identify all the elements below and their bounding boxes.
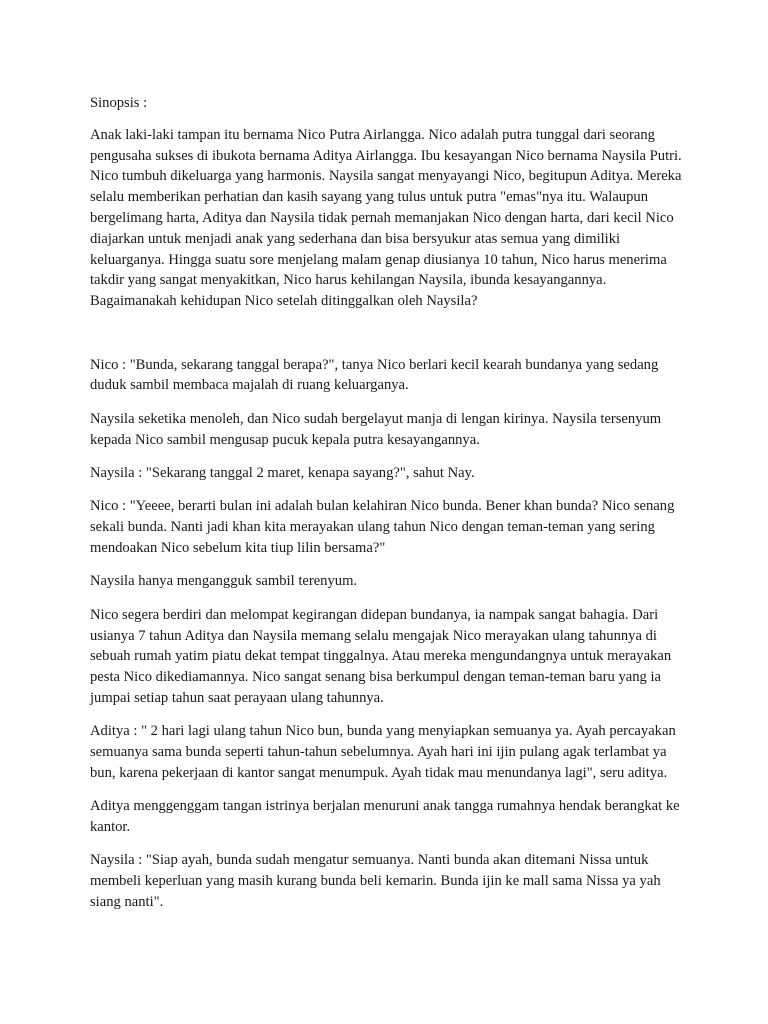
story-paragraph-2: Naysila seketika menoleh, dan Nico sudah bergelayut manja di lengan kirinya. Naysila tersenyum kepada Nico sambil mengusap pucuk kepala putra kesayangannya. bbox=[90, 410, 662, 448]
synopsis-heading: Sinopsis : bbox=[90, 95, 148, 111]
story-paragraph-9: Naysila : "Siap ayah, bunda sudah mengatur semuanya. Nanti bunda akan ditemani Nissa untuk membeli keperluan yang masih kurang bunda beli kemarin. Bunda ijin ke mall sama Nissa ya yah siang nanti". bbox=[90, 852, 661, 911]
story-paragraph-6: Nico segera berdiri dan melompat kegirangan didepan bundanya, ia nampak sangat bahagia. Dari usianya 7 tahun Aditya dan Naysila memang selalu mengajak Nico merayakan ulang tahunnya di sebuah rumah yatim piatu dekat tempat tinggalnya. Atau mereka mengundangnya untuk merayakan pesta Nico dikediamannya. Nico sangat senang bisa berkumpul dengan teman-teman baru yang ia jumpai setiap tahun saat perayaan ulang tahunnya. bbox=[90, 606, 672, 706]
story-paragraph-4: Nico : "Yeeee, berarti bulan ini adalah bulan kelahiran Nico bunda. Bener khan bunda? Nico senang sekali bunda. Nanti jadi khan kita merayakan ulang tahun Nico dengan teman-teman yang sering mendoakan Nico sebelum kita tiup lilin bersama?" bbox=[90, 498, 675, 556]
story-paragraph-8: Aditya menggenggam tangan istrinya berjalan menuruni anak tangga rumahnya hendak berangkat ke kantor. bbox=[90, 798, 680, 836]
section-spacer bbox=[90, 325, 685, 355]
story-paragraph-7: Aditya : " 2 hari lagi ulang tahun Nico bun, bunda yang menyiapkan semuanya ya. Ayah percayakan semuanya sama bunda seperti tahun-tahun sebelumnya. Ayah hari ini ijin pulang agak terlambat ya bun, karena pekerjaan di kantor sangat menumpuk. Ayah tidak mau menundanya lagi", seru aditya. bbox=[90, 723, 676, 781]
document-page bbox=[90, 93, 685, 925]
story-paragraph-1: Nico : "Bunda, sekarang tanggal berapa?", tanya Nico berlari kecil kearah bundanya yang sedang duduk sambil membaca majalah di ruang keluarganya. bbox=[90, 356, 659, 394]
synopsis-paragraph: Anak laki-laki tampan itu bernama Nico Putra Airlangga. Nico adalah putra tunggal dari seorang pengusaha sukses di ibukota bernama Aditya Airlangga. Ibu kesayangan Nico bernama Naysila Putri. Nico tumbuh dikeluarga yang harmonis. Naysila sangat menyayangi Nico, begitupun Aditya. Mereka selalu memberikan perhatian dan kasih sayang yang tulus untuk putra "emas"nya itu. Walaupun bergelimang harta, Aditya dan Naysila tidak pernah memanjakan Nico dengan harta, dari kecil Nico diajarkan untuk menjadi anak yang sederhana dan bisa bersyukur atas semua yang dimiliki keluarganya. Hingga suatu sore menjelang malam genap diusianya 10 tahun, Nico harus menerima takdir yang sangat menyakitkan, Nico harus kehilangan Naysila, ibunda kesayangannya. Bagaimanakah kehidupan Nico setelah ditinggalkan oleh Naysila? bbox=[90, 126, 682, 310]
story-paragraph-5: Naysila hanya mengangguk sambil terenyum. bbox=[90, 573, 358, 590]
story-paragraph-3: Naysila : "Sekarang tanggal 2 maret, kenapa sayang?", sahut Nay. bbox=[90, 464, 475, 481]
